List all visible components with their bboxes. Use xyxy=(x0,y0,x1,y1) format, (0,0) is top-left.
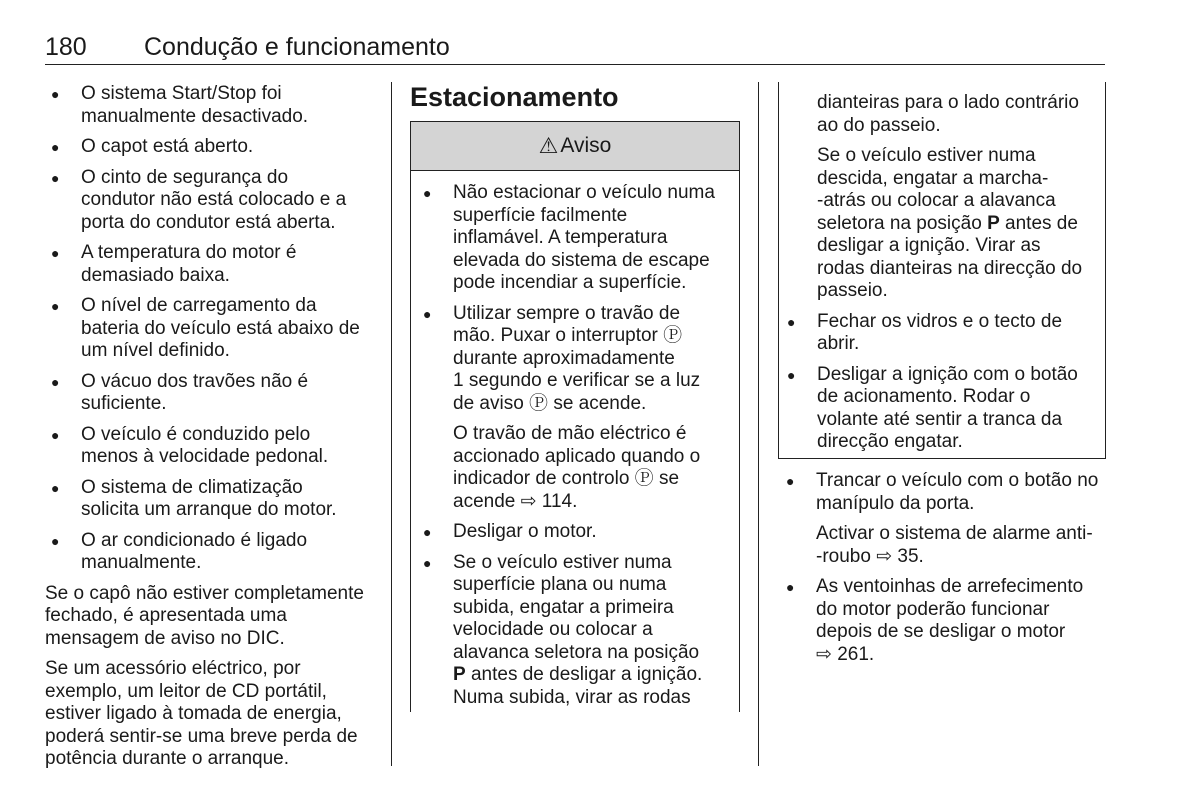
warning-body xyxy=(417,182,733,717)
column-divider xyxy=(391,82,392,766)
list-item: ● O sistema de climatização solicita um arranque do motor. xyxy=(45,477,375,522)
list-item: ● Desligar o motor. xyxy=(417,521,733,544)
sub-paragraph: dianteiras para o lado contrário ao do passeio. xyxy=(817,92,1079,136)
paragraph-text: antes de desligar a ignição. Virar as rodas dianteiras na direcção do passeio. xyxy=(817,212,1083,301)
list-item xyxy=(417,303,733,416)
gear-position: P xyxy=(453,664,466,685)
sub-paragraph: Activar o sistema de alarme anti- -roubo ⇨ 35. xyxy=(816,523,1093,567)
warning-label: Aviso xyxy=(560,134,612,157)
list-item: ● Desligar a ignição com o botão de acionamento. Rodar o volante até sentir a tranca da direcção engatar. xyxy=(781,364,1099,454)
list-item: ● O ar condicionado é ligado manualmente. xyxy=(45,530,375,575)
list-item: ● Fechar os vidros e o tecto de abrir. xyxy=(781,311,1099,356)
column-divider xyxy=(758,82,759,766)
list-item: ● O veículo é conduzido pelo menos à velocidade pedonal. xyxy=(45,424,375,469)
paragraph-accessory: Se um acessório eléctrico, por exemplo, um leitor de CD portátil, estiver ligado à tomada de energia, poderá sentir-se uma breve perda de potência durante o arranque. xyxy=(45,658,358,769)
paragraph-text: Se o veículo estiver numa descida, engatar a marcha- -atrás ou colocar a alavanca seletora na posição xyxy=(817,145,1056,234)
page-header xyxy=(45,30,1105,65)
warning-body-continued xyxy=(781,92,1099,462)
list-item: ● As ventoinhas de arrefecimento do motor poderão funcionar depois de se desligar o motor ⇨ 261. xyxy=(780,576,1110,666)
list-item xyxy=(417,552,733,710)
list-item: ● A temperatura do motor é demasiado baixa. xyxy=(45,242,375,287)
list-item: ● Não estacionar o veículo numa superfície facilmente inflamável. A temperatura elevada do sistema de escape pode incendiar a superfície. xyxy=(417,182,733,295)
list-item: ● O vácuo dos travões não é suficiente. xyxy=(45,371,375,416)
list-item: ● O capot está aberto. xyxy=(45,136,375,159)
left-column xyxy=(45,83,375,779)
list-item: ● O sistema Start/Stop foi manualmente desactivado. xyxy=(45,83,375,128)
list-item-text: antes de desligar a ignição. Numa subida, virar as rodas xyxy=(453,664,703,708)
sub-paragraph xyxy=(781,145,1099,303)
right-column xyxy=(780,470,1110,674)
page-number: 180 xyxy=(45,33,87,61)
warning-box xyxy=(410,121,740,712)
warning-box-continued xyxy=(778,82,1106,459)
gear-position: P xyxy=(987,212,1000,234)
conditions-list xyxy=(45,83,375,575)
list-item: ● Trancar o veículo com o botão no manípulo da porta. xyxy=(780,470,1110,515)
list-item: ● O nível de carregamento da bateria do veículo está abaixo de um nível definido. xyxy=(45,295,375,363)
paragraph-hood: Se o capô não estiver completamente fechado, é apresentada uma mensagem de aviso no DIC. xyxy=(45,582,364,649)
section-title: Estacionamento xyxy=(410,82,619,112)
warning-triangle-icon: ⚠ xyxy=(538,133,559,158)
list-item-text: Utilizar sempre o travão de mão. Puxar o interruptor Ⓟ durante aproximadamente 1 segundo e verificar se a luz de aviso Ⓟ se acende. xyxy=(453,302,701,414)
sub-paragraph: O travão de mão eléctrico é accionado aplicado quando o indicador de controlo Ⓟ se acende ⇨ 114. xyxy=(453,423,701,512)
chapter-title: Condução e funcionamento xyxy=(144,33,450,61)
list-item: ● O cinto de segurança do condutor não está colocado e a porta do condutor está aberta. xyxy=(45,167,375,235)
list-item-text: Se o veículo estiver numa superfície plana ou numa subida, engatar a primeira velocidade ou colocar a alavanca seletora na posição xyxy=(453,551,700,663)
warning-header xyxy=(411,122,739,171)
